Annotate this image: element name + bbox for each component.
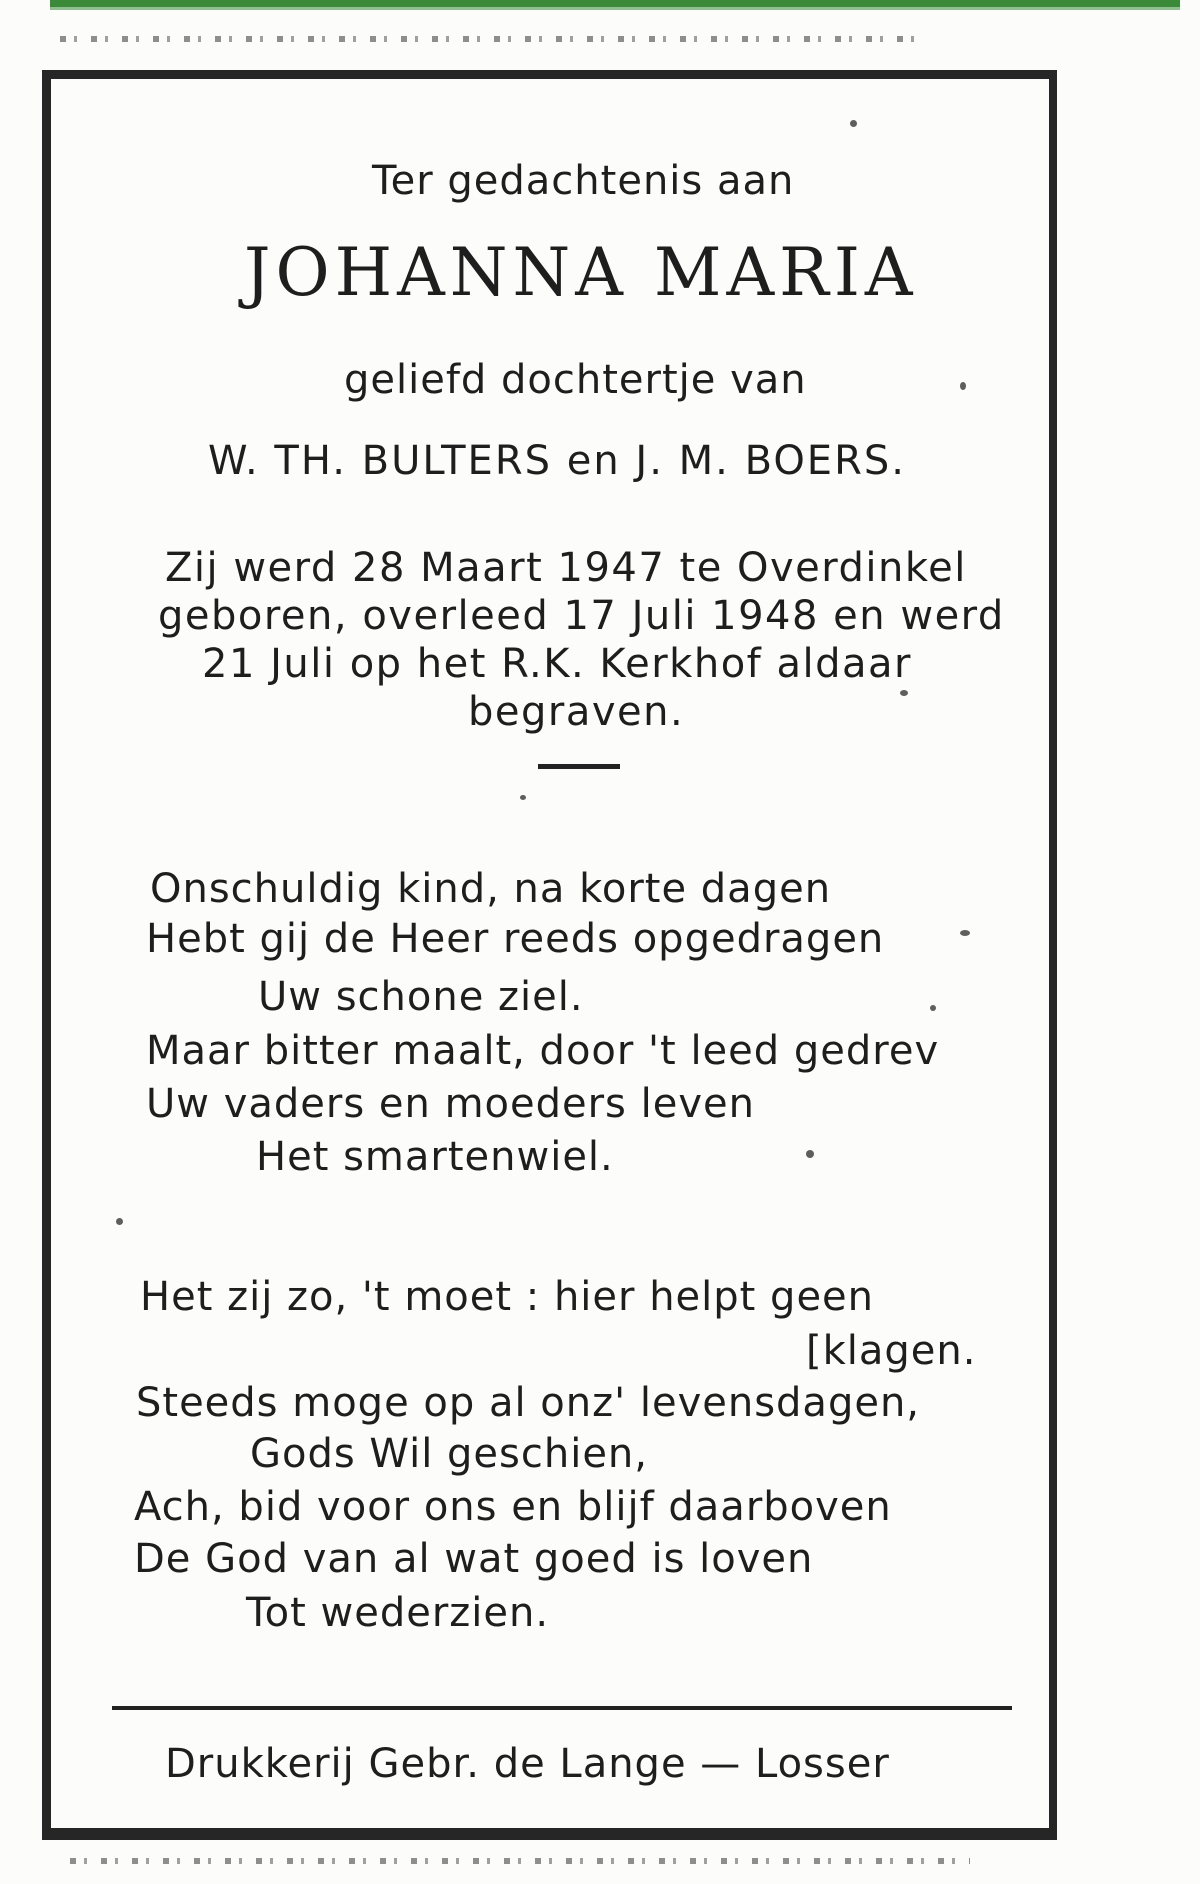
footer-rule: [112, 1706, 1012, 1710]
poem-line: Maar bitter maalt, door 't leed gedrev: [146, 1028, 940, 1074]
poem-line: Het zij zo, 't moet : hier helpt geen: [140, 1274, 875, 1320]
bio-line: geboren, overleed 17 Juli 1948 en werd: [158, 593, 1005, 639]
scan-edge: [50, 0, 1180, 20]
poem-line: Ach, bid voor ons en blijf daarboven: [134, 1484, 892, 1530]
poem-line: Steeds moge op al onz' levensdagen,: [136, 1380, 921, 1426]
separator-line: [538, 764, 620, 769]
poem-line: Onschuldig kind, na korte dagen: [150, 866, 832, 912]
poem-line: Uw schone ziel.: [258, 974, 584, 1020]
printer-credit: Drukkerij Gebr. de Lange — Losser: [165, 1741, 890, 1787]
memorial-intro: Ter gedachtenis aan: [372, 158, 795, 204]
print-noise-bottom: [70, 1858, 970, 1864]
poem-line: De God van al wat goed is loven: [134, 1536, 814, 1582]
print-noise-top: [60, 36, 920, 42]
relation-line: geliefd dochtertje van: [344, 357, 807, 403]
bio-line: 21 Juli op het R.K. Kerkhof aldaar: [202, 641, 912, 687]
poem-line: [klagen.: [806, 1328, 977, 1374]
parents-names: W. TH. BULTERS en J. M. BOERS.: [208, 438, 906, 484]
poem-line: Hebt gij de Heer reeds opgedragen: [146, 916, 885, 962]
bio-line: Zij werd 28 Maart 1947 te Overdinkel: [165, 545, 967, 591]
bio-line: begraven.: [468, 689, 685, 735]
poem-line: Gods Wil geschien,: [250, 1431, 648, 1477]
poem-line: Uw vaders en moeders leven: [146, 1081, 755, 1127]
deceased-name: JOHANNA MARIA: [244, 234, 918, 311]
poem-line: Het smartenwiel.: [256, 1134, 614, 1180]
poem-line: Tot wederzien.: [246, 1590, 550, 1636]
